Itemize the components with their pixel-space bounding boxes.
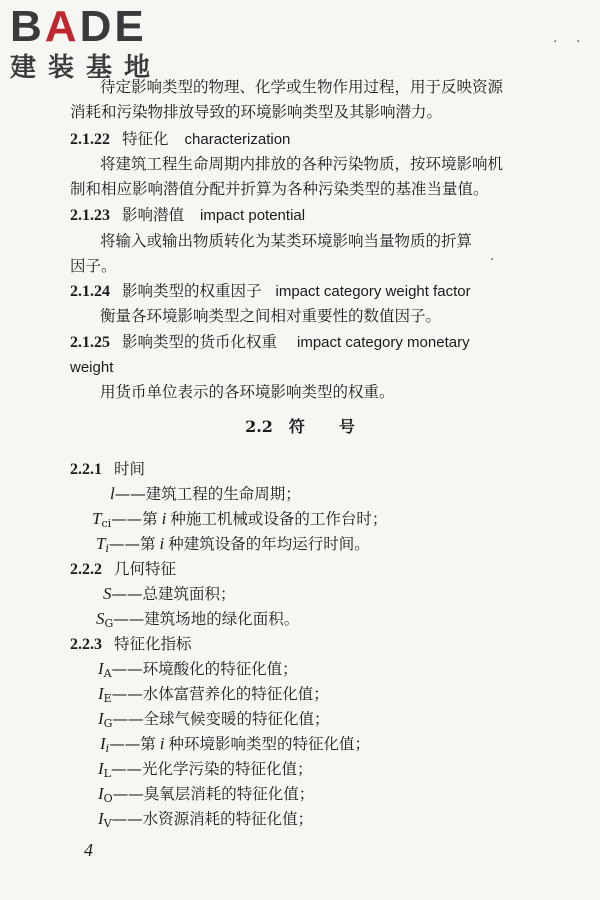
scan-speck: · [553,34,558,50]
logo-wordmark: BADE [10,2,147,51]
paragraph-line: 待定影响类型的物理、化学或生物作用过程，用于反映资源 [100,78,504,96]
term-2-1-22: 2.1.22 特征化 characterization [70,130,291,148]
symbol-row: $I_E——$水体富营养化的特征化值； [98,684,329,705]
paragraph-line: 将输入或输出物质转化为某类环境影响当量物质的折算 [100,232,473,250]
symbol-row: Ii——第 i 种环境影响类型的特征化值； [100,734,370,755]
term-2-1-23: 2.1.23 影响潜值 impact potential [70,206,306,224]
term-2-1-25: 2.1.25 影响类型的货币化权重 impact category monetary [70,333,470,351]
subsection-2-2-3: 2.2.3 特征化指标 [70,635,192,653]
scan-speck: · [576,34,581,50]
paragraph-line: 用货币单位表示的各环境影响类型的权重。 [100,383,395,401]
subsection-2-2-2: 2.2.2 几何特征 [70,560,177,578]
paragraph-line: 将建筑工程生命周期内排放的各种污染物质，按环境影响机 [100,155,504,173]
paragraph-line: weight [70,359,114,376]
paragraph-line: 制和相应影响潜值分配并折算为各种污染类型的基准当量值。 [70,180,489,198]
symbol-row: $I_V——$水资源消耗的特征化值； [98,809,314,830]
symbol-row: S——总建筑面积； [103,584,236,603]
scan-speck: · [490,252,495,268]
page-number: 4 [84,840,93,860]
logo-chinese: 建装基地 [10,53,163,83]
symbol-row: Ti——第 i 种建筑设备的年均运行时间。 [96,534,370,555]
symbol-row: $I_O——$臭氧层消耗的特征化值； [98,784,315,805]
term-2-1-24: 2.1.24 影响类型的权重因子 impact category weight factor [70,282,471,300]
symbol-row: $S_G——$建筑场地的绿化面积。 [96,609,300,630]
paragraph-line: 衡量各环境影响类型之间相对重要性的数值因子。 [100,307,442,325]
symbol-row: l——建筑工程的生命周期； [110,484,301,503]
paragraph-line: 因子。 [70,257,117,275]
paragraph-line: 消耗和污染物排放导致的环境影响类型及其影响潜力。 [70,103,443,121]
symbol-row: $I_L——$光化学污染的特征化值； [98,759,313,780]
symbol-row: $T_{ci}——$第 i 种施工机械或设备的工作台时； [92,509,388,530]
symbol-row: $I_A——$环境酸化的特征化值； [98,659,298,680]
symbol-row: $I_G——$全球气候变暖的特征化值； [98,709,330,730]
subsection-2-2-1: 2.2.1 时间 [70,460,146,478]
section-heading: 2.2 符 号 [245,417,355,436]
